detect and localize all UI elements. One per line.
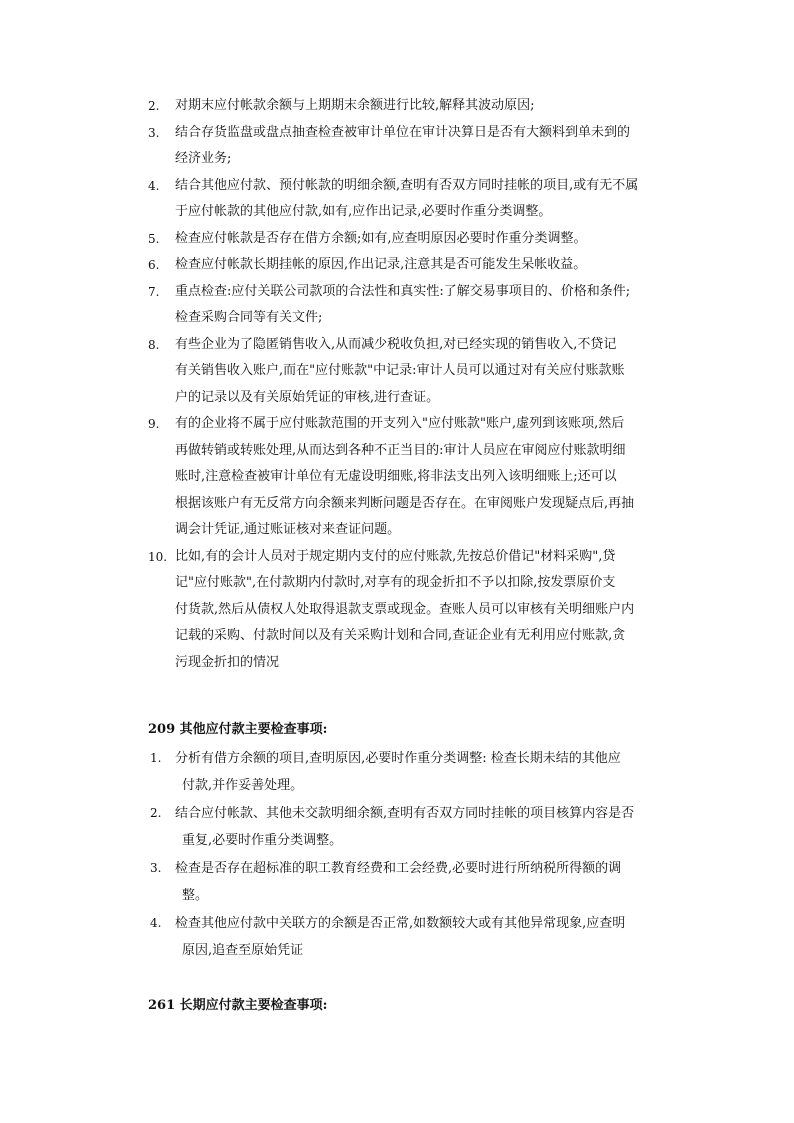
item-text-line: 有的企业将不属于应付账款范围的开支列入"应付账款"账户,虚列到该账项,然后 bbox=[175, 416, 625, 431]
item-text-line: 对期末应付帐款余额与上期期末余额进行比较,解释其波动原因; bbox=[175, 98, 535, 113]
item-text-line: 于应付帐款的其他应付款,如有,应作出记录,必要时作重分类调整。 bbox=[175, 204, 552, 219]
item-number: 4. bbox=[148, 178, 160, 193]
item-number: 2. bbox=[150, 806, 162, 820]
item-number: 6. bbox=[148, 258, 160, 272]
item-text-line: 记载的采购、付款时间以及有关采购计划和合同,查证企业有无利用应付账款,贪 bbox=[175, 628, 626, 643]
item-number: 5. bbox=[148, 231, 160, 246]
item-text-line: 户的记录以及有关原始凭证的审核,进行查证。 bbox=[175, 389, 440, 405]
item-text-line: 再做转销或转账处理,从而达到各种不正当目的:审计人员应在审阅应付账款明细 bbox=[175, 442, 626, 458]
item-text-line: 整。 bbox=[182, 888, 209, 903]
item-text-line: 比如,有的会计人员对于规定期内支付的应付账款,先按总价借记"材料采购",贷 bbox=[175, 548, 616, 564]
item-number: 4. bbox=[150, 916, 162, 930]
list-item bbox=[148, 332, 678, 412]
item-text-line: 检查应付帐款是否存在借方余额;如有,应查明原因必要时作重分类调整。 bbox=[175, 230, 587, 246]
section-heading-261: 261 长期应付款主要检查事项: bbox=[148, 998, 328, 1013]
list-item bbox=[148, 120, 678, 173]
list-item bbox=[148, 411, 678, 544]
item-number: 3. bbox=[150, 861, 162, 875]
item-text-line: 记"应付账款",在付款期内付款时,对享有的现金折扣不予以扣除,按发票原价支 bbox=[175, 575, 616, 590]
item-number: 1. bbox=[150, 751, 162, 765]
other-payables-checklist bbox=[150, 745, 678, 965]
item-number: 3. bbox=[148, 125, 160, 140]
item-text-line: 结合其他应付款、预付帐款的明细余额,查明有否双方同时挂帐的项目,或有无不属 bbox=[175, 177, 639, 193]
item-text-line: 经济业务; bbox=[175, 151, 232, 166]
item-text-line: 账时,注意检查被审计单位有无虚设明细账,将非法支出列入该明细账上;还可以 bbox=[175, 469, 617, 484]
item-text-line: 重复,必要时作重分类调整。 bbox=[182, 833, 343, 848]
item-number: 9. bbox=[148, 417, 160, 431]
accounts-payable-checklist bbox=[148, 93, 678, 676]
list-item bbox=[150, 910, 678, 964]
item-text-line: 原因,追查至原始凭证 bbox=[182, 943, 304, 958]
list-item bbox=[148, 173, 678, 226]
item-number: 2. bbox=[148, 99, 160, 113]
item-text-line: 有关销售收入账户,而在"应付账款"中记录:审计人员可以通过对有关应付账款账 bbox=[175, 363, 625, 378]
item-text-line: 重点检查:应付关联公司款项的合法性和真实性:了解交易事项目的、价格和条件; bbox=[175, 283, 631, 299]
list-item bbox=[148, 279, 678, 332]
item-text-line: 分析有借方余额的项目,查明原因,必要时作重分类调整: 检查长期未结的其他应 bbox=[175, 751, 621, 766]
list-item bbox=[148, 252, 678, 279]
list-item bbox=[150, 800, 678, 854]
item-number: 7. bbox=[148, 284, 160, 299]
list-item bbox=[150, 855, 678, 909]
list-item bbox=[150, 745, 678, 799]
list-item bbox=[148, 544, 678, 677]
item-text-line: 检查采购合同等有关文件; bbox=[175, 310, 323, 325]
list-item bbox=[148, 226, 678, 253]
item-number: 10. bbox=[148, 549, 168, 564]
item-text-line: 付款,并作妥善处理。 bbox=[182, 778, 304, 793]
item-text-line: 检查其他应付款中关联方的余额是否正常,如数额较大或有其他异常现象,应查明 bbox=[175, 916, 626, 931]
item-text-line: 检查应付帐款长期挂帐的原因,作出记录,注意其是否可能发生呆帐收益。 bbox=[175, 257, 587, 272]
item-text-line: 污现金折扣的情况 bbox=[175, 654, 280, 670]
item-text-line: 调会计凭证,通过账证核对来查证问题。 bbox=[175, 522, 401, 537]
item-number: 8. bbox=[148, 337, 160, 352]
item-text-line: 结合应付帐款、其他未交款明细余额,查明有否双方同时挂帐的项目核算内容是否 bbox=[175, 806, 635, 821]
item-text-line: 有些企业为了隐匿销售收入,从而减少税收负担,对已经实现的销售收入,不贷记 bbox=[175, 336, 617, 352]
item-text-line: 付货款,然后从债权人处取得退款支票或现金。查账人员可以审核有关明细账户内 bbox=[175, 601, 635, 617]
item-text-line: 结合存货监盘或盘点抽查检查被审计单位在审计决算日是否有大额料到单未到的 bbox=[175, 124, 631, 140]
item-text-line: 根据该账户有无反常方向余额来判断问题是否存在。在审阅账户发现疑点后,再抽 bbox=[175, 495, 635, 511]
item-text-line: 检查是否存在超标准的职工教育经费和工会经费,必要时进行所纳税所得额的调 bbox=[175, 861, 622, 876]
list-item bbox=[148, 93, 678, 120]
section-heading-209: 209 其他应付款主要检查事项: bbox=[148, 722, 328, 737]
